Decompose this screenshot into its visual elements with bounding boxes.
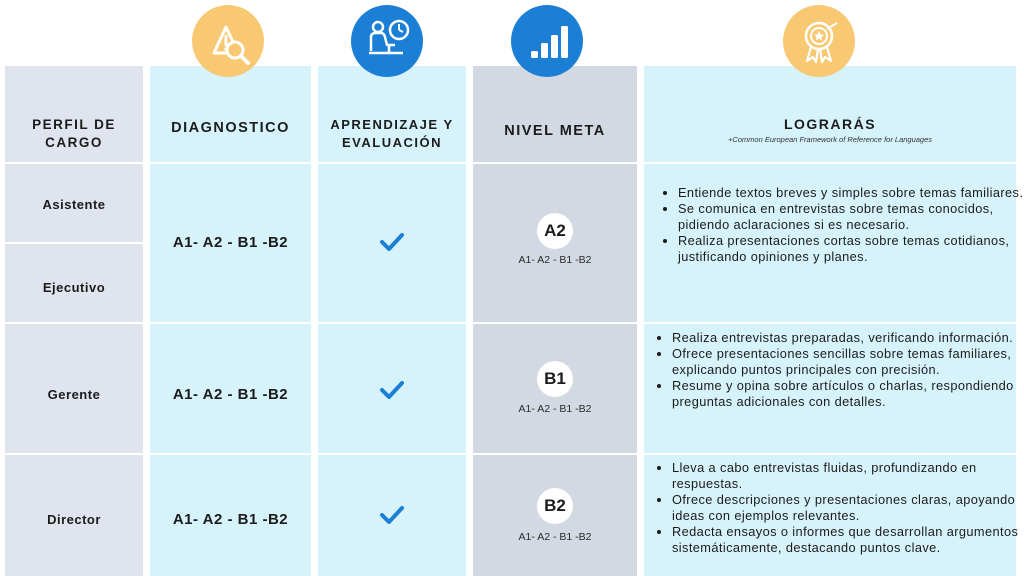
- outcomes-list: [656, 330, 1024, 410]
- outcome-item: • Realiza presentaciones cortas sobre temas cotidianos, justificando opiniones y planes.: [678, 233, 1024, 265]
- diagnostico-levels: A1- A2 - B1 -B2: [172, 234, 289, 251]
- outcome-item: • Lleva a cabo entrevistas fluidas, profundizando en respuestas.: [672, 460, 1024, 492]
- person-clock-icon: [351, 5, 423, 77]
- diagnostico-column: [150, 66, 311, 576]
- outcomes-list: [662, 185, 1024, 265]
- outcome-item: • Realiza entrevistas preparadas, verificando información.: [672, 330, 1024, 346]
- role-ejecutivo: Ejecutivo: [42, 280, 106, 295]
- header-nivel: NIVEL META: [504, 123, 606, 139]
- check-icon: [379, 505, 405, 525]
- header-perfil: PERFIL DE CARGO: [32, 117, 116, 150]
- diagnostico-levels: A1- A2 - B1 -B2: [172, 386, 289, 403]
- outcome-item: • Se comunica en entrevistas sobre temas conocidos, pidiendo aclaraciones si es necesario.: [678, 201, 1024, 233]
- role-director: Director: [47, 512, 101, 527]
- diagnostico-levels: A1- A2 - B1 -B2: [172, 511, 289, 528]
- outcomes-list: [656, 460, 1024, 556]
- bar-chart-icon: [511, 5, 583, 77]
- outcome-item: • Entiende textos breves y simples sobre temas familiares.: [678, 185, 1024, 201]
- search-warning-icon: [192, 5, 264, 77]
- outcome-item: • Redacta ensayos o informes que desarrollan argumentos sistemáticamente, destacando puntos clave.: [672, 524, 1024, 556]
- target-level-range: A1- A2 - B1 -B2: [518, 531, 592, 543]
- row-divider: [0, 322, 1024, 324]
- target-level-badge: B2: [537, 488, 573, 524]
- award-medal-icon: [783, 5, 855, 77]
- header-diagnostico: DIAGNOSTICO: [171, 120, 290, 136]
- role-divider: [5, 242, 143, 244]
- target-level-range: A1- A2 - B1 -B2: [518, 403, 592, 415]
- outcome-item: • Ofrece presentaciones sencillas sobre temas familiares, explicando puntos principales con precisión.: [672, 346, 1024, 378]
- target-level-range: A1- A2 - B1 -B2: [518, 254, 592, 266]
- header-lograras-subtitle: +Common European Framework of Reference for Languages: [727, 135, 933, 144]
- row-divider: [0, 453, 1024, 455]
- row-divider: [0, 162, 1024, 164]
- check-icon: [379, 232, 405, 252]
- header-lograras: LOGRARÁS: [783, 116, 877, 132]
- check-icon: [379, 380, 405, 400]
- header-aprendizaje: APRENDIZAJE Y EVALUACIÓN: [330, 117, 454, 150]
- outcome-item: • Resume y opina sobre artículos o charlas, respondiendo preguntas adicionales con detalles.: [672, 378, 1024, 410]
- target-level-badge: A2: [537, 213, 573, 249]
- target-level-badge: B1: [537, 361, 573, 397]
- role-gerente: Gerente: [47, 387, 101, 402]
- outcome-item: • Ofrece descripciones y presentaciones claras, apoyando ideas con ejemplos relevantes.: [672, 492, 1024, 524]
- role-asistente: Asistente: [42, 197, 106, 212]
